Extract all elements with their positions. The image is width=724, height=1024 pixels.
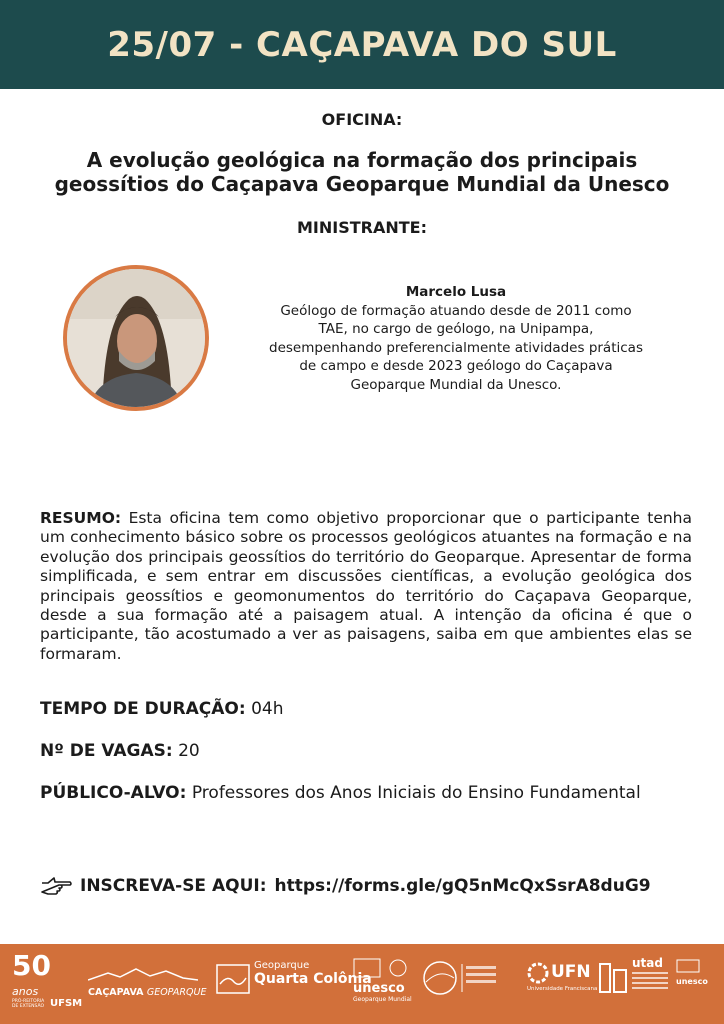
presenter-photo <box>67 269 205 407</box>
vacancies-value: 20 <box>178 741 200 761</box>
audience-value: Professores dos Anos Iniciais do Ensino Fundamental <box>191 783 641 803</box>
top-banner <box>0 0 724 89</box>
signup-line <box>40 875 651 897</box>
bio-line: Geoparque Mundial da Unesco. <box>350 376 562 393</box>
duration-label: TEMPO DE DURAÇÃO: <box>40 699 246 719</box>
vacancies-line <box>40 741 200 761</box>
workshop-label: OFICINA: <box>321 110 403 129</box>
bio-line: Geólogo de formação atuando desde de 2011 como <box>280 302 632 319</box>
duration-value: 04h <box>251 699 284 719</box>
cacapava-geoparque-logo: CAÇAPAVA GEOPARQUE <box>88 966 206 998</box>
global-geoparks-logo <box>422 958 502 1002</box>
bio-line: desempenhando preferencialmente atividades práticas <box>269 339 643 356</box>
vacancies-label: Nº DE VAGAS: <box>40 741 173 761</box>
bio-line: de campo e desde 2023 geólogo do Caçapava <box>299 358 613 374</box>
audience-line <box>40 783 641 803</box>
ufn-logo: UFN Universidade Franciscana <box>527 962 598 992</box>
footer-logos <box>0 944 724 1024</box>
unesco-logo: unesco Geoparque Mundial <box>353 958 412 1003</box>
bio-line: TAE, no cargo de geólogo, na Unipampa, <box>318 321 594 337</box>
presenter-photo-frame <box>63 265 209 411</box>
unesco-chair-logo: unesco <box>676 958 708 986</box>
page-title: 25/07 - CAÇAPAVA DO SUL <box>107 24 617 65</box>
workshop-title-line-2: geossítios do Caçapava Geoparque Mundial da Unesco <box>54 172 670 196</box>
audience-label: PÚBLICO-ALVO: <box>40 783 187 803</box>
signup-link[interactable]: https://forms.gle/gQ5nMcQxSsrA8duG9 <box>274 876 651 896</box>
duration-line <box>40 699 283 719</box>
presenter-label: MINISTRANTE: <box>297 218 427 237</box>
signup-label: INSCREVA-SE AQUI: <box>80 876 267 896</box>
presenter-name: Marcelo Lusa <box>405 284 507 300</box>
quarta-colonia-logo: Geoparque Quarta Colônia <box>216 960 372 987</box>
summary-label: RESUMO: <box>40 509 122 527</box>
pointing-hand-icon <box>40 875 72 897</box>
presenter-bio <box>235 283 677 394</box>
utad-logo: utad <box>598 960 628 1000</box>
workshop-title-line-1: A evolução geológica na formação dos principais <box>86 148 638 172</box>
ufsm-logo: 50 anos PRÓ-REITORIA DE EXTENSÃO UFSM <box>12 949 83 1009</box>
summary-paragraph <box>40 509 692 664</box>
summary-text: Esta oficina tem como objetivo proporcionar que o participante tenha um conhecimento básico sobre os processos geológicos atuantes na formação e na evolução dos principais geossítios do território do Geoparque. Apresentar de forma simplificada, e sem entrar em discussões científicas, a evolução geológica dos principais geossítios e geomonumentos do território do Caçapava Geoparque, desde a sua formação até a paisagem atual. A intenção da oficina é que o participante, tão acostumado a ver as paisagens, saiba em que ambientes elas se formaram. <box>40 509 692 663</box>
